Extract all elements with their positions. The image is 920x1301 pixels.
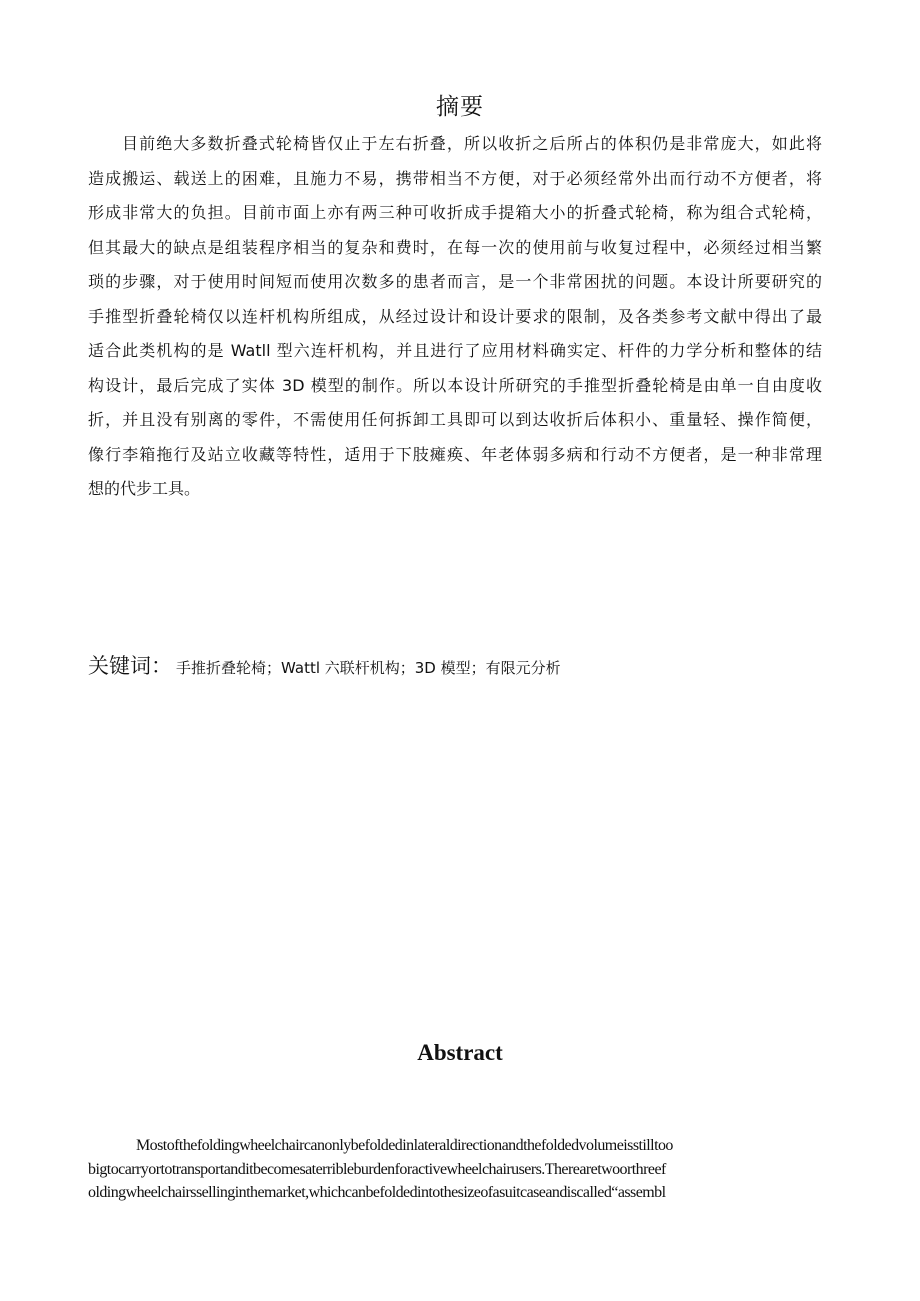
abstract-line-cn: 折，并且没有别离的零件，不需使用任何拆卸工具即可以到达收折后体积小、重量轻、操作简便， xyxy=(88,410,822,429)
abstract-line-cn: 手推型折叠轮椅仅以连杆机构所组成，从经过设计和设计要求的限制，及各类参考文献中得出了最 xyxy=(88,306,822,326)
keywords-text: 手推折叠轮椅；Wattl 六联杆机构；3D 模型；有限元分析 xyxy=(176,659,561,677)
keywords-line xyxy=(88,650,848,680)
abstract-line-cn: 像行李箱拖行及站立收藏等特性，适用于下肢瘫痪、年老体弱多病和行动不方便者，是一种非常理 xyxy=(88,444,822,464)
abstract-line-en: oldingwheelchairssellinginthemarket,whichcanbefoldedintothesizeofasuitcaseandiscalled“assembl xyxy=(88,1184,666,1201)
abstract-line-cn: 造成搬运、载送上的困难，且施力不易，携带相当不方便，对于必须经常外出而行动不方便者，将 xyxy=(88,168,822,188)
abstract-line-cn: 琐的步骤，对于使用时间短而使用次数多的患者而言，是一个非常困扰的问题。本设计所要研究的 xyxy=(88,272,822,291)
keywords-label: 关键词： xyxy=(88,654,172,678)
abstract-line-en: Mostofthefoldingwheelchaircanonlybefoldedinlateraldirectionandthefoldedvolumeisstilltoo xyxy=(136,1137,673,1154)
abstract-line-cn: 构设计，最后完成了实体 3D 模型的制作。所以本设计所研究的手推型折叠轮椅是由单一自由度收 xyxy=(88,375,822,395)
abstract-body-en xyxy=(88,1134,822,1205)
abstract-line-cn: 但其最大的缺点是组装程序相当的复杂和费时，在每一次的使用前与收复过程中，必须经过相当繁 xyxy=(88,237,822,257)
abstract-title-cn: 摘要 xyxy=(436,94,484,120)
abstract-line-cn: 想的代步工具。 xyxy=(88,479,201,498)
abstract-title-en: Abstract xyxy=(417,1040,503,1065)
abstract-line-cn: 目前绝大多数折叠式轮椅皆仅止于左右折叠，所以收折之后所占的体积仍是非常庞大，如此将 xyxy=(122,134,822,153)
abstract-body-cn xyxy=(88,127,822,502)
abstract-line-cn: 适合此类机构的是 Watll 型六连杆机构，并且进行了应用材料确实定、杆件的力学分析和整体的结 xyxy=(88,341,822,360)
abstract-line-en: bigtocarryortotransportanditbecomesaterribleburdenforactivewheelchairusers.Therearetwoorthreef xyxy=(88,1160,666,1178)
abstract-line-cn: 形成非常大的负担。目前市面上亦有两三种可收折成手提箱大小的折叠式轮椅，称为组合式轮椅， xyxy=(88,203,822,222)
